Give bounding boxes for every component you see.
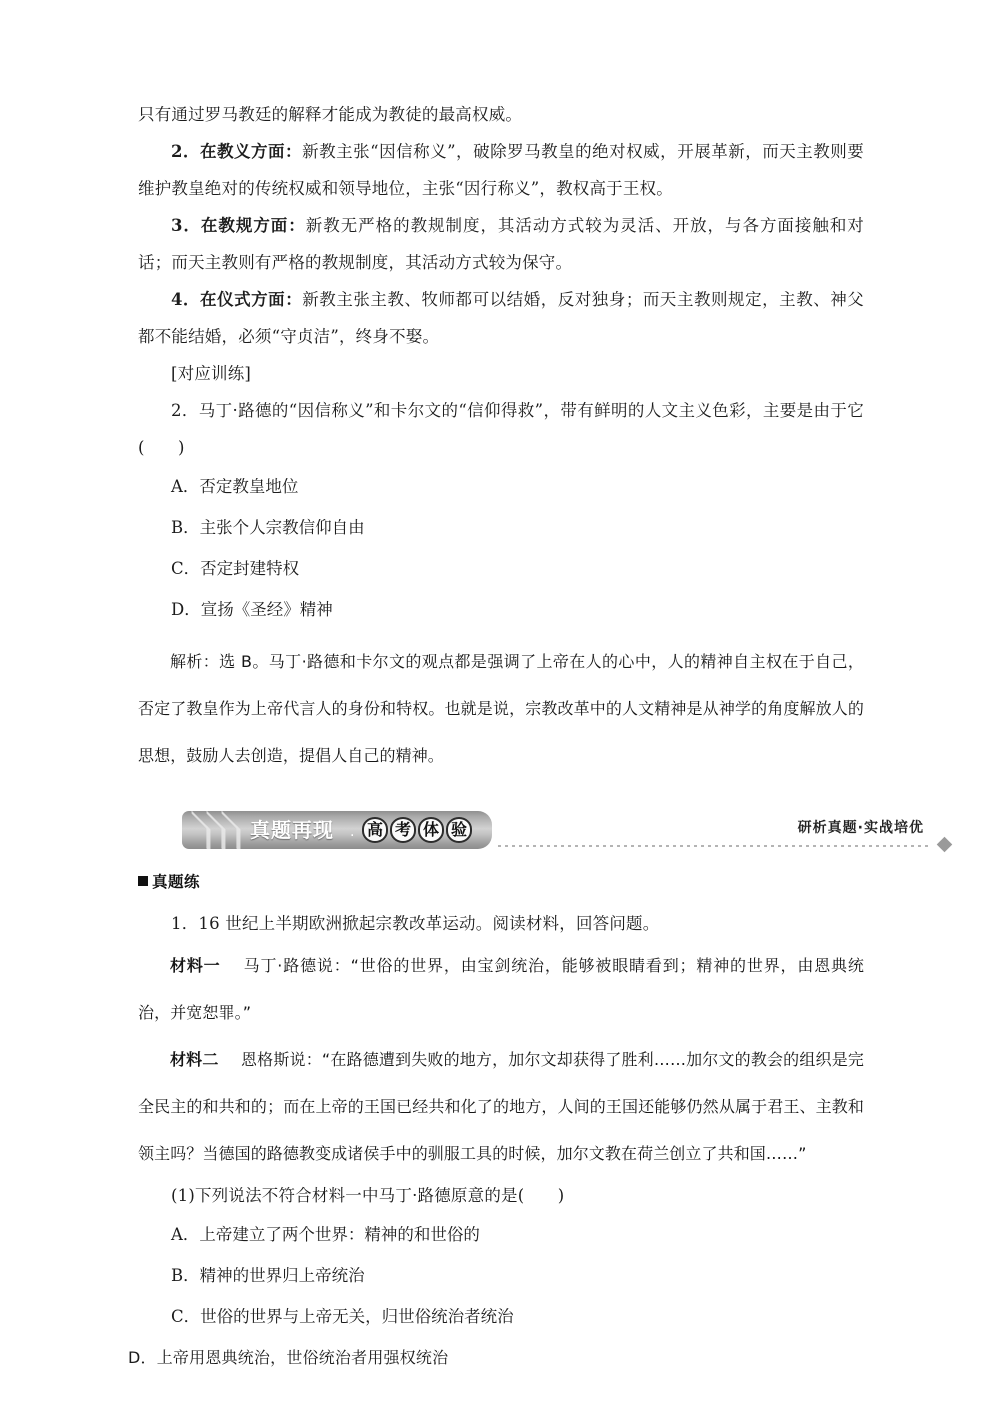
banner-chip-1: 高 — [362, 817, 388, 843]
diamond-icon — [937, 837, 953, 853]
list-item-4 — [138, 281, 864, 355]
list-item-4-text: 新教主张主教、牧师都可以结婚，反对独身；而天主教则规定，主教、神父都不能结婚，必须“守贞洁”，终身不娶。 — [138, 290, 864, 346]
banner-chip-2: 考 — [390, 817, 416, 843]
page-content — [128, 96, 924, 1378]
list-item-2-text: 新教主张“因信称义”，破除罗马教皇的绝对权威，开展革新，而天主教则要维护教皇绝对的传统权威和领导地位，主张“因行称义”，教权高于王权。 — [138, 142, 864, 198]
spacer-2 — [138, 897, 864, 905]
material-one-label: 材料一 — [170, 956, 221, 975]
exam-question-stem — [138, 905, 864, 942]
practice-option-c[interactable]: C．否定封建特权 — [171, 559, 300, 578]
list-item-3 — [138, 207, 864, 281]
exam-question-text: 16 世纪上半期欧洲掀起宗教改革运动。阅读材料，回答问题。 — [198, 914, 660, 933]
list-item-3-lead: 3．在教规方面： — [171, 216, 306, 235]
banner-subtitle: 研析真题·实战培优 — [797, 820, 924, 836]
practice-question-stem — [138, 392, 864, 466]
exam-question-number: 1． — [171, 914, 199, 933]
banner-title: 真题再现 — [250, 818, 334, 842]
analysis-text: 解析：选 B。马丁·路德和卡尔文的观点都是强调了上帝在人的心中，人的精神自主权在于自己，否定了教皇作为上帝代言人的身份和特权。也就是说，宗教改革中的人文精神是从神学的角度解放人的思想，鼓励人去创造，提倡人自己的精神。 — [138, 652, 864, 765]
sub-question-option-a[interactable]: A．上帝建立了两个世界：精神的和世俗的 — [171, 1225, 480, 1244]
material-one — [138, 942, 864, 1036]
practice-option-a[interactable]: A．否定教皇地位 — [171, 477, 299, 496]
list-item-2-lead: 2．在教义方面： — [171, 142, 303, 161]
practice-label: [对应训练] — [171, 364, 252, 383]
banner-separator: · — [350, 828, 355, 844]
list-item-4-lead: 4．在仪式方面： — [171, 290, 303, 309]
section-heading-label: 真题练 — [152, 873, 201, 891]
sub-question-option-c[interactable]: C．世俗的世界与上帝无关，归世俗统治者统治 — [171, 1307, 514, 1326]
practice-option-b[interactable]: B．主张个人宗教信仰自由 — [171, 518, 365, 537]
paragraph-continued: 只有通过罗马教廷的解释才能成为教徒的最高权威。 — [138, 105, 523, 124]
square-bullet-icon — [138, 876, 148, 886]
material-one-text: 马丁·路德说：“世俗的世界，由宝剑统治，能够被眼睛看到；精神的世界，由恩典统治，并宽恕罪。” — [138, 956, 864, 1022]
banner-chip-4: 验 — [446, 817, 472, 843]
section-banner — [182, 809, 952, 853]
sub-question-option-d[interactable]: D．上帝用恩典统治，世俗统治者用强权统治 — [128, 1348, 449, 1367]
banner-dotted-rule — [498, 845, 928, 847]
chevron-right-icon — [190, 811, 250, 849]
practice-question-number: 2． — [171, 401, 199, 420]
sub-question-option-b[interactable]: B．精神的世界归上帝统治 — [171, 1266, 365, 1285]
list-item-2 — [138, 133, 864, 207]
list-item-3-text: 新教无严格的教规制度，其活动方式较为灵活、开放，与各方面接触和对话；而天主教则有严格的教规制度，其活动方式较为保守。 — [138, 216, 864, 272]
section-heading — [138, 867, 864, 897]
sub-question-stem: (1)下列说法不符合材料一中马丁·路德原意的是( ) — [171, 1186, 565, 1205]
material-two-text: 恩格斯说：“在路德遭到失败的地方，加尔文却获得了胜利……加尔文的教会的组织是完全民主的和共和的；而在上帝的王国已经共和化了的地方，人间的王国还能够仍然从属于君王、主教和领主吗？当德国的路德教变成诸侯手中的驯服工具的时候，加尔文教在荷兰创立了共和国……” — [138, 1050, 864, 1163]
banner-pill — [182, 811, 492, 849]
spacer — [138, 630, 864, 638]
banner-chip-group — [362, 817, 472, 843]
practice-question-text: 马丁·路德的“因信称义”和卡尔文的“信仰得救”，带有鲜明的人文主义色彩，主要是由于它( ) — [138, 401, 864, 457]
material-two-label: 材料二 — [170, 1050, 219, 1069]
banner-chip-3: 体 — [418, 817, 444, 843]
practice-option-d[interactable]: D．宣扬《圣经》精神 — [171, 600, 333, 619]
material-two — [138, 1036, 864, 1177]
